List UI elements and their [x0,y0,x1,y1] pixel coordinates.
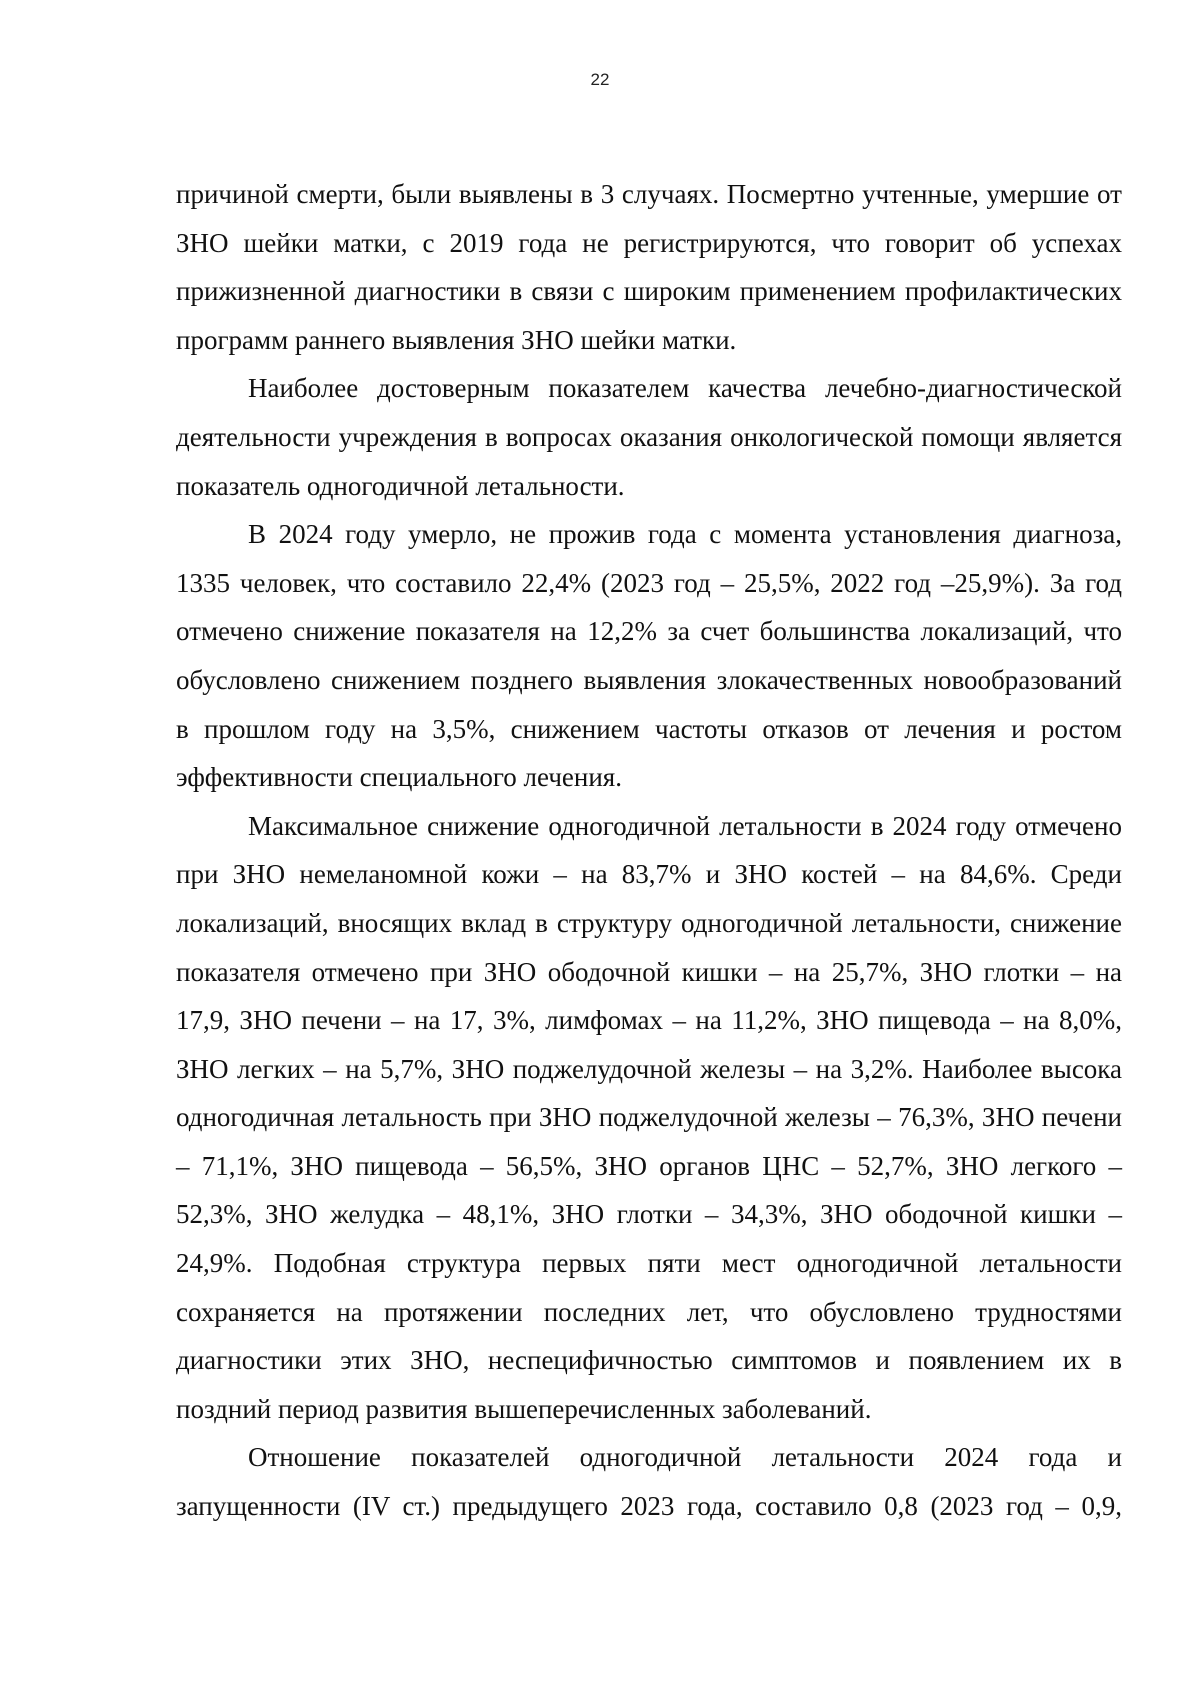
paragraph-2: Наиболее достоверным показателем качества лечебно-диагностической деятельности учреждения в вопросах оказания онкологической помощи является показатель одногодичной летальности. [176,373,1122,501]
paragraph-4: Максимальное снижение одногодичной летальности в 2024 году отмечено при ЗНО немеланомной кожи – на 83,7% и ЗНО костей – на 84,6%. Среди локализаций, вносящих вклад в структуру одногодичной летальности, снижение показателя отмечено при ЗНО ободочной кишки – на 25,7%, ЗНО глотки – на 17,9, ЗНО печени – на 17, 3%, лимфомах – на 11,2%, ЗНО пищевода – на 8,0%, ЗНО легких – на 5,7%, ЗНО поджелудочной железы – на 3,2%. Наиболее высока одногодичная летальность при ЗНО поджелудочной железы – 76,3%, ЗНО печени – 71,1%, ЗНО пищевода – 56,5%, ЗНО органов ЦНС – 52,7%, ЗНО легкого – 52,3%, ЗНО желудка – 48,1%, ЗНО глотки – 34,3%, ЗНО ободочной кишки – 24,9%. Подобная структура первых пяти мест одногодичной летальности сохраняется на протяжении последних лет, что обусловлено трудностями диагностики этих ЗНО, неспецифичностью симптомов и появлением их в поздний период развития вышеперечисленных заболеваний. [176,810,1122,1424]
paragraph-3: В 2024 году умерло, не прожив года с момента установления диагноза, 1335 человек, что составило 22,4% (2023 год – 25,5%, 2022 год –25,9%). За год отмечено снижение показателя на 12,2% за счет большинства локализаций, что обусловлено снижением позднего выявления злокачественных новообразований в прошлом году на 3,5%, снижением частоты отказов от лечения и ростом эффективности специального лечения. [176,519,1122,793]
paragraph-1: причиной смерти, были выявлены в 3 случаях. Посмертно учтенные, умершие от ЗНО шейки матки, с 2019 года не регистрируются, что говорит об успехах прижизненной диагностики в связи с широким применением профилактических программ раннего выявления ЗНО шейки матки. [176,179,1122,355]
page-number: 22 [590,70,610,89]
document-body [176,170,1122,1531]
paragraph-5: Отношение показателей одногодичной летальности 2024 года и запущенности (IV ст.) предыдущего 2023 года, составило 0,8 (2023 год – 0,9, [176,1442,1122,1522]
